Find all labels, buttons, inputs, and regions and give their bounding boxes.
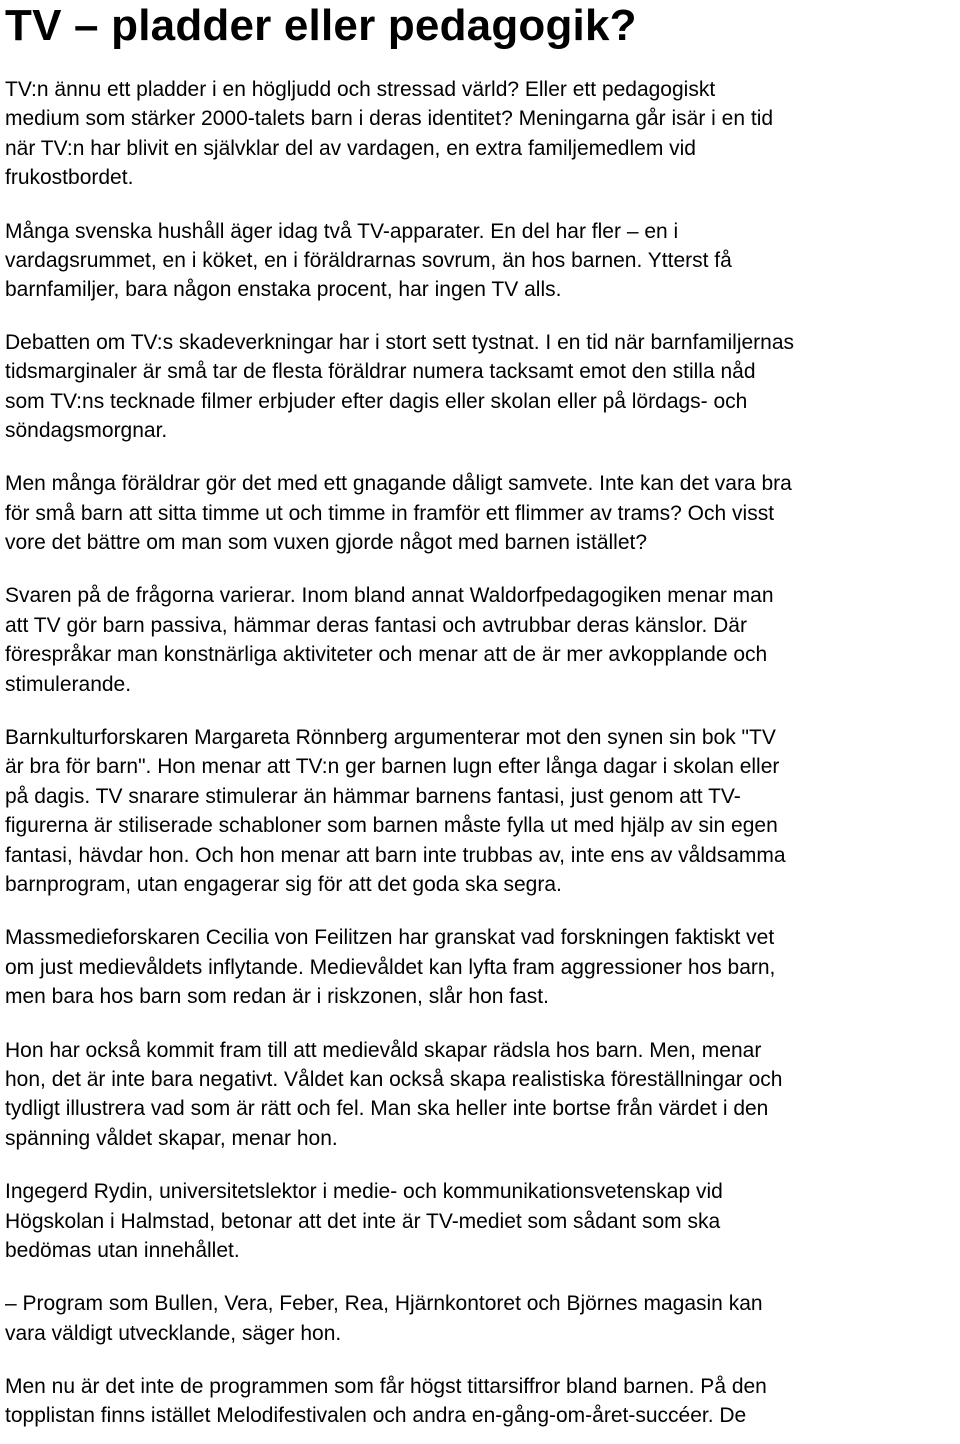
text-line: Svaren på de frågorna varierar. Inom bland annat Waldorfpedagogiken menar man	[5, 584, 774, 608]
text-line: Massmedieforskaren Cecilia von Feilitzen har granskat vad forskningen faktiskt vet	[5, 926, 775, 950]
paragraph-waldorf	[5, 581, 960, 699]
paragraph-conscience	[5, 469, 960, 557]
text-line: tidsmarginaler är små tar de flesta föräldrar numera tacksamt emot den stilla nåd	[5, 360, 756, 384]
text-line: figurerna är stiliserade schabloner som barnen måste fylla ut med hjälp av sin egen	[5, 814, 778, 838]
document-page	[5, 0, 960, 1431]
text-line: vore det bättre om man som vuxen gjorde något med barnen istället?	[5, 531, 648, 555]
text-line: stimulerande.	[5, 672, 132, 696]
paragraph-ronnberg	[5, 723, 960, 899]
paragraph-debate	[5, 328, 960, 446]
text-line: medium som stärker 2000-talets barn i deras identitet? Meningarna går isär i en tid	[5, 107, 774, 131]
text-line: TV:n ännu ett pladder i en högljudd och stressad värld? Eller ett pedagogiskt	[5, 78, 716, 101]
text-line: Hon har också kommit fram till att medievåld skapar rädsla hos barn. Men, menar	[5, 1038, 762, 1062]
text-line: frukostbordet.	[5, 166, 134, 190]
text-line: vara väldigt utvecklande, säger hon.	[5, 1321, 342, 1345]
text-line: förespråkar man konstnärliga aktiviteter och menar att de är mer avkopplande och	[5, 643, 768, 667]
text-line: Högskolan i Halmstad, betonar att det inte är TV-mediet som sådant som ska	[5, 1209, 721, 1233]
paragraph-rydin	[5, 1177, 960, 1265]
text-line: söndagsmorgnar.	[5, 418, 168, 442]
text-line: Många svenska hushåll äger idag två TV-apparater. En del har fler – en i	[5, 219, 679, 243]
paragraph-feilitzen	[5, 923, 960, 1011]
text-line: Ingegerd Rydin, universitetslektor i medie- och kommunikationsvetenskap vid	[5, 1180, 723, 1204]
text-line: tydligt illustrera vad som är rätt och fel. Man ska heller inte bortse från värdet i den	[5, 1097, 769, 1121]
text-line: fantasi, hävdar hon. Och hon menar att barn inte trubbas av, inte ens av våldsamma	[5, 843, 786, 867]
page-title: TV – pladder eller pedagogik?	[5, 1, 637, 50]
text-line: men bara hos barn som redan är i riskzonen, slår hon fast.	[5, 985, 549, 1009]
text-line: Debatten om TV:s skadeverkningar har i stort sett tystnat. I en tid när barnfamiljernas	[5, 330, 795, 354]
text-line: barnprogram, utan engagerar sig för att det goda ska segra.	[5, 872, 562, 896]
paragraph-fear	[5, 1036, 960, 1154]
text-line: hon, det är inte bara negativt. Våldet kan också skapa realistiska föreställningar och	[5, 1067, 783, 1091]
text-line: Men nu är det inte de programmen som får högst tittarsiffror bland barnen. På den	[5, 1375, 767, 1399]
text-line: vardagsrummet, en i köket, en i föräldrarnas sovrum, än hos barnen. Ytterst få	[5, 248, 732, 272]
text-line: om just medievåldets inflytande. Medievåldet kan lyfta fram aggressioner hos barn,	[5, 955, 776, 979]
text-line: – Program som Bullen, Vera, Feber, Rea, Hjärnkontoret och Björnes magasin kan	[5, 1292, 763, 1316]
text-line: för små barn att sitta timme ut och timme in framför ett flimmer av trams? Och visst	[5, 501, 775, 525]
text-line: är bra för barn". Hon menar att TV:n ger barnen lugn efter långa dagar i skolan eller	[5, 755, 780, 779]
text-line: barnfamiljer, bara någon enstaka procent, har ingen TV alls.	[5, 278, 562, 302]
text-line: som TV:ns tecknade filmer erbjuder efter dagis eller skolan eller på lördags- och	[5, 389, 748, 413]
text-line: Men många föräldrar gör det med ett gnagande dåligt samvete. Inte kan det vara bra	[5, 472, 792, 496]
paragraph-intro	[5, 75, 960, 193]
text-line: Barnkulturforskaren Margareta Rönnberg argumenterar mot den synen sin bok "TV	[5, 726, 776, 750]
text-line: att TV gör barn passiva, hämmar deras fantasi och avtrubbar deras känslor. Där	[5, 613, 747, 637]
text-line: bedömas utan innehållet.	[5, 1238, 240, 1262]
paragraph-toplist	[5, 1372, 960, 1431]
text-line: topplistan finns istället Melodifestivalen och andra en-gång-om-året-succéer. De	[5, 1404, 747, 1428]
paragraph-quote	[5, 1289, 960, 1348]
text-line: när TV:n har blivit en självklar del av vardagen, en extra familjemedlem vid	[5, 136, 696, 160]
paragraph-households	[5, 217, 960, 305]
text-line: på dagis. TV snarare stimulerar än hämmar barnens fantasi, just genom att TV-	[5, 784, 741, 808]
text-line: spänning våldet skapar, menar hon.	[5, 1126, 338, 1150]
